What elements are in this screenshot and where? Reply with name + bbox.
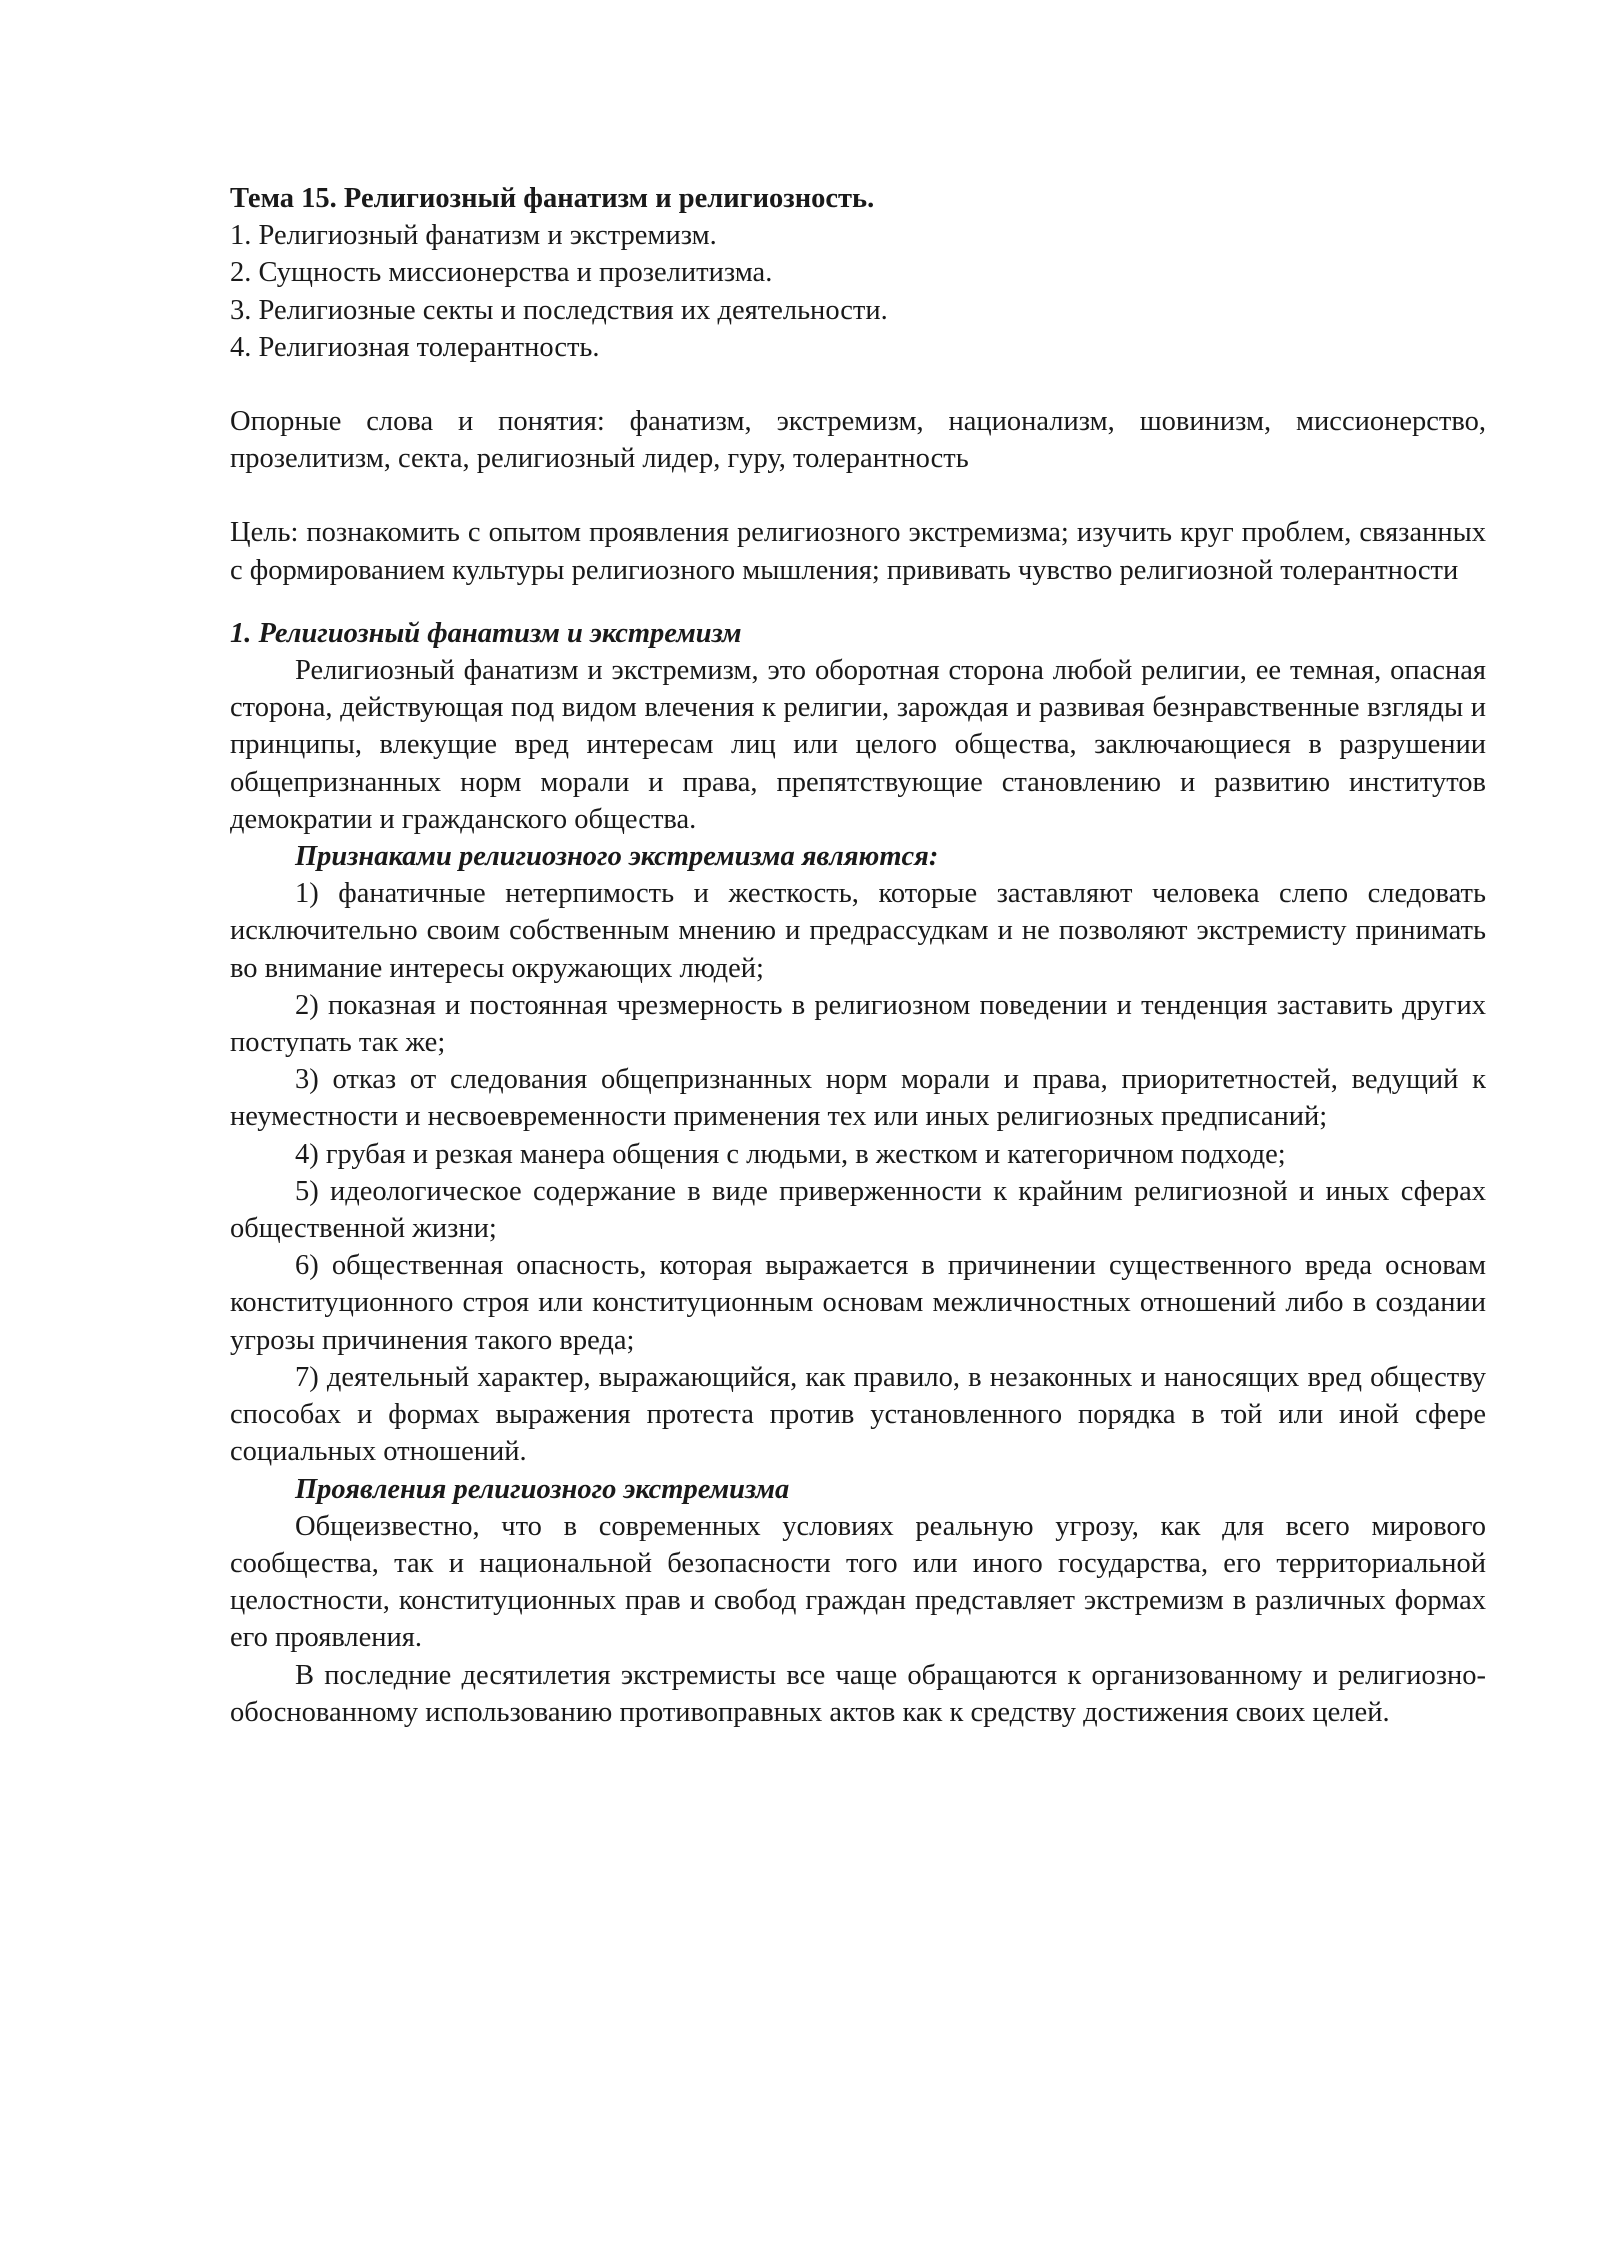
- outline-item-1: 1. Религиозный фанатизм и экстремизм.: [230, 220, 717, 252]
- sign-item-5: 5) идеологическое содержание в виде приверженности к крайним религиозной и иных сферах общественной жизни;: [230, 1175, 1486, 1245]
- signs-heading: Признаками религиозного экстремизма являются:: [295, 841, 939, 873]
- spacer: [230, 366, 1486, 403]
- outline-item-2: 2. Сущность миссионерства и прозелитизма.: [230, 257, 773, 289]
- sign-item-1: 1) фанатичные нетерпимость и жесткость, которые заставляют человека слепо следовать исключительно своим собственным мнению и предрассудкам и не позволяют экстремисту принимать во внимание интересы окружающих людей;: [230, 878, 1486, 984]
- manifestations-heading: Проявления религиозного экстремизма: [295, 1473, 790, 1505]
- section-heading: 1. Религиозный фанатизм и экстремизм: [230, 617, 742, 649]
- manifestations-paragraph-2: В последние десятилетия экстремисты все чаще обращаются к организованному и религиозно-обоснованному использованию противоправных актов как к средству достижения своих целей.: [230, 1659, 1486, 1728]
- spacer: [230, 477, 1486, 514]
- sign-item-2: 2) показная и постоянная чрезмерность в религиозном поведении и тенденция заставить других поступать так же;: [230, 989, 1486, 1059]
- document-title: Тема 15. Религиозный фанатизм и религиозность.: [230, 183, 875, 214]
- spacer: [230, 589, 1486, 615]
- section-intro-paragraph: Религиозный фанатизм и экстремизм, это оборотная сторона любой религии, ее темная, опасная сторона, действующая под видом влечения к религии, зарождая и развивая безнравственные взгляды и принципы, влекущие вред интересам лиц или целого общества, заключающиеся в разрушении общепризнанных норм морали и права, препятствующие становлению и развитию институтов демократии и гражданского общества.: [230, 655, 1486, 835]
- sign-item-4: 4) грубая и резкая манера общения с людьми, в жестком и категоричном подходе;: [295, 1138, 1286, 1170]
- manifestations-paragraph-1: Общеизвестно, что в современных условиях реальную угрозу, как для всего мирового сообщества, так и национальной безопасности того или иного государства, его территориальной целостности, конституционных прав и свобод граждан представляет экстремизм в различных формах его проявления.: [230, 1510, 1486, 1654]
- sign-item-6: 6) общественная опасность, которая выражается в причинении существенного вреда основам конституционного строя или конституционным основам межличностных отношений либо в создании угрозы причинения такого вреда;: [230, 1250, 1486, 1356]
- sign-item-3: 3) отказ от следования общепризнанных норм морали и права, приоритетностей, ведущий к неуместности и несвоевременности применения тех или иных религиозных предписаний;: [230, 1064, 1486, 1133]
- goal-paragraph: Цель: познакомить с опытом проявления религиозного экстремизма; изучить круг проблем, связанных с формированием культуры религиозного мышления; прививать чувство религиозной толерантности: [230, 517, 1486, 586]
- sign-item-7: 7) деятельный характер, выражающийся, как правило, в незаконных и наносящих вред обществу способах и формах выражения протеста против установленного порядка в той или иной сфере социальных отношений.: [230, 1361, 1486, 1468]
- keywords-paragraph: Опорные слова и понятия: фанатизм, экстремизм, национализм, шовинизм, миссионерство, прозелитизм, секта, религиозный лидер, гуру, толерантность: [230, 406, 1486, 475]
- document-page: [230, 180, 1486, 1731]
- outline-item-3: 3. Религиозные секты и последствия их деятельности.: [230, 294, 888, 326]
- outline-item-4: 4. Религиозная толерантность.: [230, 331, 600, 363]
